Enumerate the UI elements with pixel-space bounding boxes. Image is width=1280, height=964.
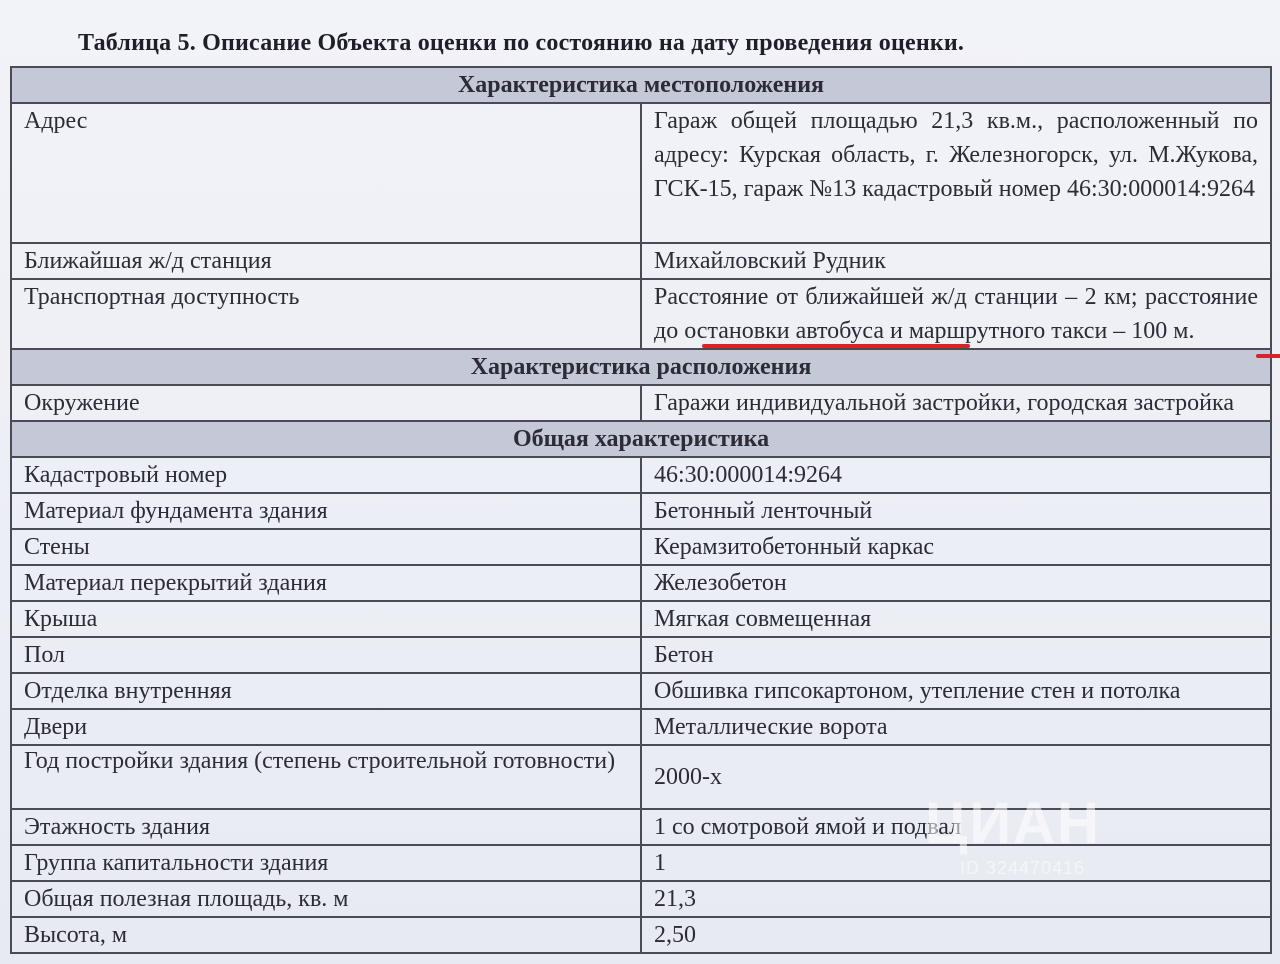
row-value: Металлические ворота	[641, 709, 1271, 745]
row-value: Железобетон	[641, 565, 1271, 601]
row-label: Отделка внутренняя	[11, 673, 641, 709]
row-label: Общая полезная площадь, кв. м	[11, 881, 641, 917]
row-label: Год постройки здания (степень строительной готовности)	[11, 745, 641, 809]
row-label: Адрес	[11, 103, 641, 243]
row-label: Материал фундамента здания	[11, 493, 641, 529]
row-value: 2,50	[641, 917, 1271, 953]
row-label: Ближайшая ж/д станция	[11, 243, 641, 279]
table-row	[11, 673, 1271, 709]
table-row	[11, 709, 1271, 745]
row-value: Гаражи индивидуальной застройки, городская застройка	[641, 385, 1271, 421]
annotation-underline-distance	[1256, 354, 1280, 358]
section-heading-placement: Характеристика расположения	[11, 349, 1271, 385]
row-label: Двери	[11, 709, 641, 745]
row-label: Материал перекрытий здания	[11, 565, 641, 601]
row-label: Этажность здания	[11, 809, 641, 845]
table-row	[11, 917, 1271, 953]
row-value: Гараж общей площадью 21,3 кв.м., расположенный по адресу: Курская область, г. Железногорск, ул. М.Жукова, ГСК-15, гараж №13 кадастровый номер 46:30:000014:9264	[641, 103, 1271, 243]
transport-text: Расстояние от ближайшей ж/д станции – 2 км; расстояние до остановки автобуса и маршрутного такси – 100 м.	[654, 284, 1258, 344]
row-label: Кадастровый номер	[11, 457, 641, 493]
section-row	[11, 67, 1271, 103]
row-label: Транспортная доступность	[11, 279, 641, 349]
row-value: 21,3	[641, 881, 1271, 917]
table-row	[11, 103, 1271, 243]
row-value: 1	[641, 845, 1271, 881]
table-row	[11, 243, 1271, 279]
row-label: Стены	[11, 529, 641, 565]
row-value: Керамзитобетонный каркас	[641, 529, 1271, 565]
row-value: Бетонный ленточный	[641, 493, 1271, 529]
row-value: 2000-х	[641, 745, 1271, 809]
row-value: Обшивка гипсокартоном, утепление стен и потолка	[641, 673, 1271, 709]
table-row	[11, 493, 1271, 529]
table-caption: Таблица 5. Описание Объекта оценки по состоянию на дату проведения оценки.	[78, 30, 965, 56]
table-row	[11, 529, 1271, 565]
row-value	[641, 279, 1271, 349]
table-row	[11, 637, 1271, 673]
table-row	[11, 279, 1271, 349]
section-heading-general: Общая характеристика	[11, 421, 1271, 457]
cian-watermark-logo: ЦИАН	[925, 791, 1101, 856]
section-row	[11, 421, 1271, 457]
table-row	[11, 881, 1271, 917]
table-row	[11, 385, 1271, 421]
cian-watermark-id: ID 324470416	[960, 858, 1086, 878]
row-value: 46:30:000014:9264	[641, 457, 1271, 493]
table-row	[11, 457, 1271, 493]
row-value: Бетон	[641, 637, 1271, 673]
section-heading-location: Характеристика местоположения	[11, 67, 1271, 103]
row-label: Пол	[11, 637, 641, 673]
row-label: Группа капитальности здания	[11, 845, 641, 881]
row-label: Высота, м	[11, 917, 641, 953]
row-value: Михайловский Рудник	[641, 243, 1271, 279]
table-row	[11, 601, 1271, 637]
section-row	[11, 349, 1271, 385]
row-label: Крыша	[11, 601, 641, 637]
table-row	[11, 565, 1271, 601]
row-label: Окружение	[11, 385, 641, 421]
row-value: Мягкая совмещенная	[641, 601, 1271, 637]
row-value: 1 со смотровой ямой и подвал	[641, 809, 1271, 845]
annotation-underline-bus-stop	[702, 344, 970, 348]
